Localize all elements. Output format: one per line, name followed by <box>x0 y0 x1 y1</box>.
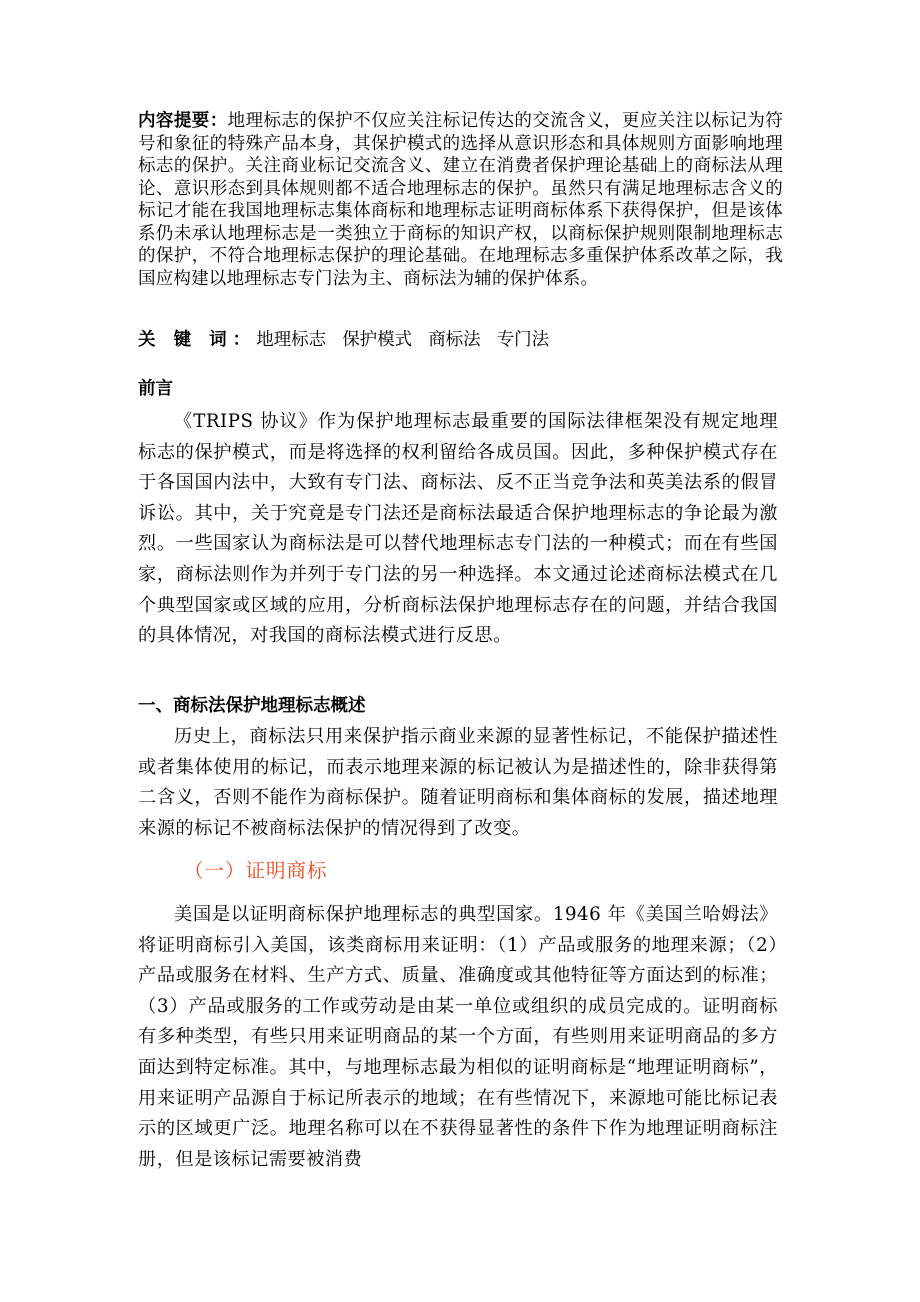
keyword: 地理标志 <box>256 330 327 350</box>
section-paragraph: 历史上，商标法只用来保护指示商业来源的显著性标记，不能保护描述性或者集体使用的标记，而表示地理来源的标记被认为是描述性的，除非获得第二含义，否则不能作为商标保护。随着证明商标和集体商标的发展，描述地理来源的标记不被商标法保护的情况得到了改变。 <box>138 726 778 839</box>
keyword: 专门法 <box>496 330 550 350</box>
preface-paragraph: 《TRIPS 协议》作为保护地理标志最重要的国际法律框架没有规定地理标志的保护模式，而是将选择的权利留给各成员国。因此，多种保护模式存在于各国国内法中，大致有专门法、商标法、反不正当竞争法和英美法系的假冒诉讼。其中，关于究竟是专门法还是商标法最适合保护地理标志的争论最为激烈。一些国家认为商标法是可以替代地理标志专门法的一种模式；而在有些国家，商标法则作为并列于专门法的另一种选择。本文通过论述商标法模式在几个典型国家或区域的应用，分析商标法保护地理标志存在的问题，并结合我国的具体情况，对我国的商标法模式进行反思。 <box>138 411 778 647</box>
keyword: 保护模式 <box>342 330 413 350</box>
subsection-paragraph: 美国是以证明商标保护地理标志的典型国家。1946 年《美国兰哈姆法》将证明商标引入美国，该类商标用来证明：（1）产品或服务的地理来源；（2）产品或服务在材料、生产方式、质量、准确度或其他特征等方面达到的标准；（3）产品或服务的工作或劳动是由某一单位或组织的成员完成的。证明商标有多种类型，有些只用来证明商品的某一个方面，有些则用来证明商品的多方面达到特定标准。其中，与地理标志最为相似的证明商标是“地理证明商标”，用来证明产品源自于标记所表示的地域；在有些情况下，来源地可能比标记表示的区域更广泛。地理名称可以在不获得显著性的条件下作为地理证明商标注册，但是该标记需要被消费 <box>138 904 778 1170</box>
abstract <box>138 110 783 290</box>
section-heading: 一、商标法保护地理标志概述 <box>138 696 366 716</box>
abstract-label: 内容提要： <box>138 111 228 131</box>
preface-heading: 前言 <box>138 379 173 399</box>
keyword: 商标法 <box>428 330 481 350</box>
subsection-heading: （一）证明商标 <box>184 859 328 882</box>
abstract-text: 地理标志的保护不仅应关注标记传达的交流含义，更应关注以标记为符号和象征的特殊产品本身，其保护模式的选择从意识形态和具体规则方面影响地理标志的保护。关注商业标记交流含义、建立在消费者保护理论基础上的商标法从理论、意识形态到具体规则都不适合地理标志的保护。虽然只有满足地理标志含义的标记才能在我国地理标志集体商标和地理标志证明商标体系下获得保护，但是该体系仍未承认地理标志是一类独立于商标的知识产权，以商标保护规则限制地理标志的保护，不符合地理标志保护的理论基础。在地理标志多重保护体系改革之际，我国应构建以地理标志专门法为主、商标法为辅的保护体系。 <box>138 111 784 289</box>
keywords-label: 关 键 词： <box>138 330 257 350</box>
keywords <box>138 328 783 352</box>
